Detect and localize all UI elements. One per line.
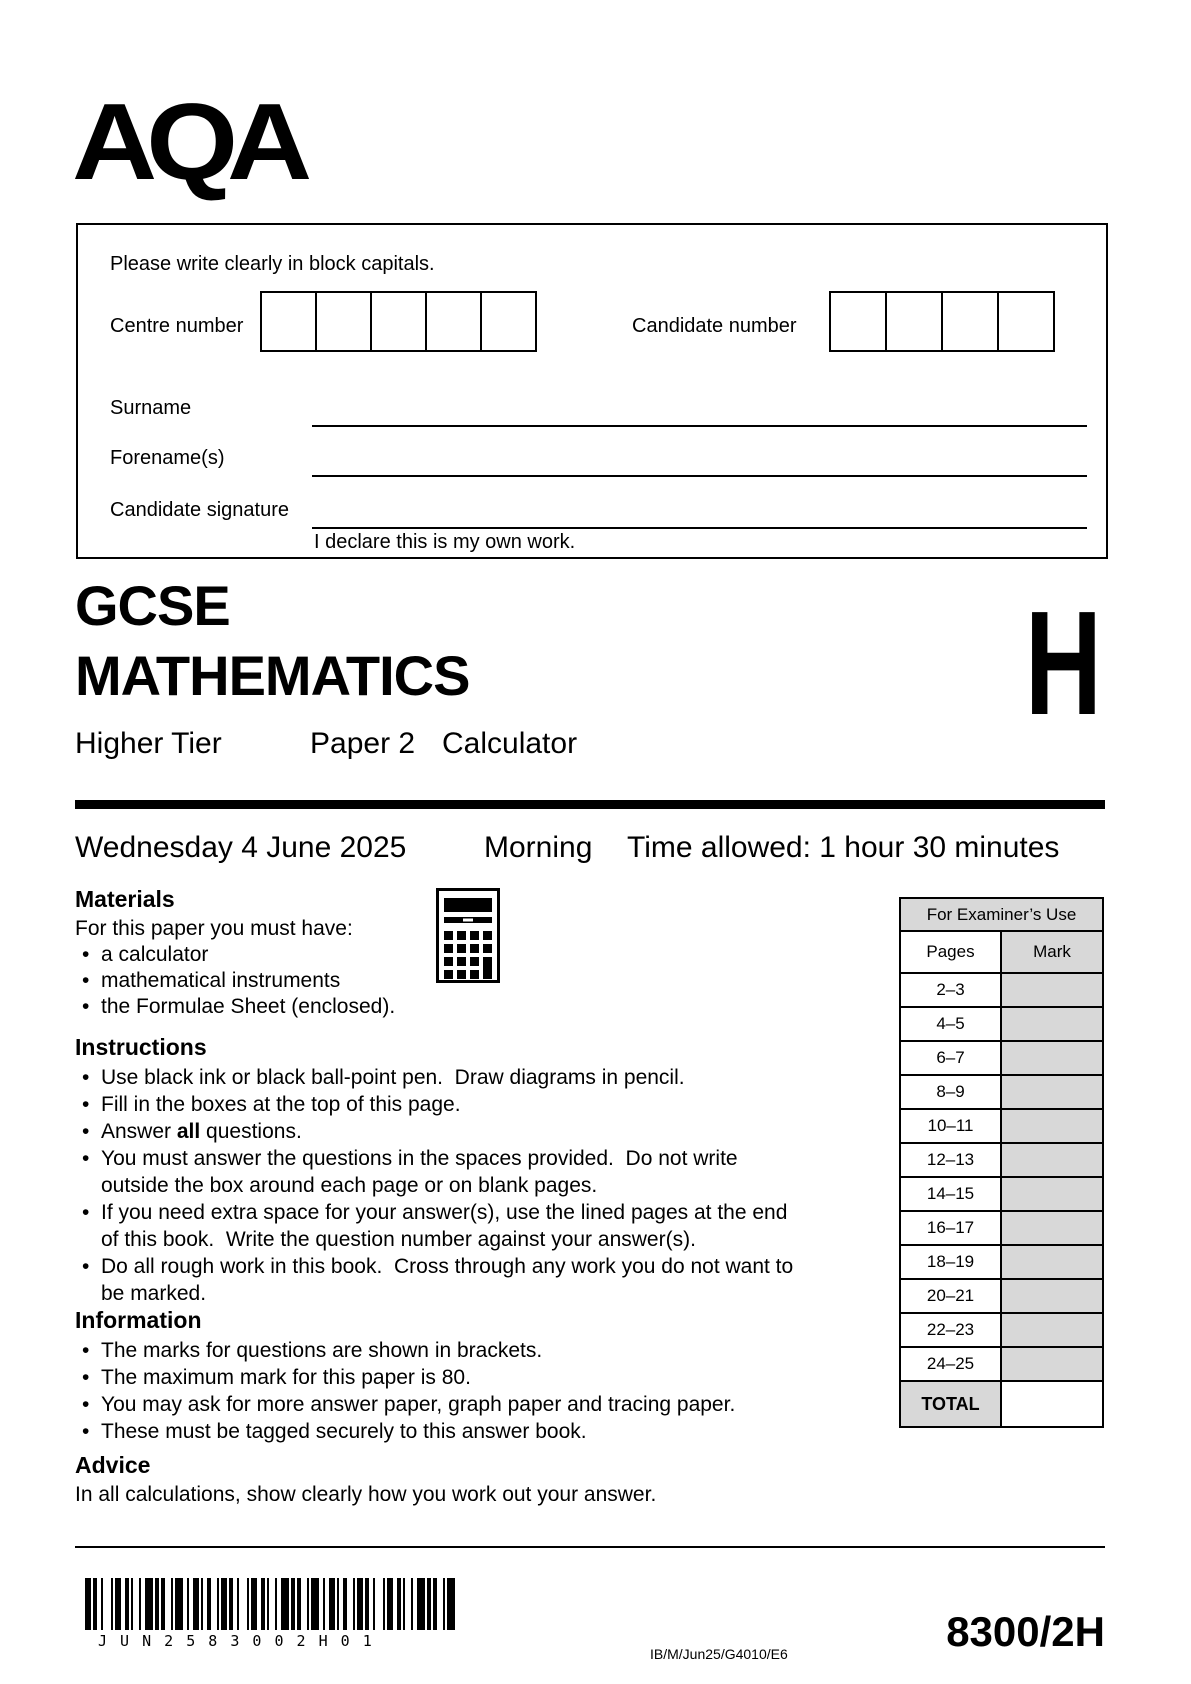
instruction-item: • If you need extra space for your answer(s), use the lined pages at the end of this book. Write the question number against your answer(s). xyxy=(75,1199,905,1253)
examiner-table-row: 24–25 xyxy=(900,1347,1103,1381)
centre-number-boxes xyxy=(260,291,537,352)
mark-column-header: Mark xyxy=(1001,931,1103,973)
instruction-item: • You must answer the questions in the spaces provided. Do not write outside the box around each page or on blank pages. xyxy=(75,1145,905,1199)
advice-heading: Advice xyxy=(75,1452,151,1478)
centre-number-box[interactable] xyxy=(425,291,482,352)
divider-rule xyxy=(75,800,1105,809)
total-mark-cell[interactable] xyxy=(1001,1381,1103,1427)
mark-cell[interactable] xyxy=(1001,1007,1103,1041)
examiner-table-title: For Examiner’s Use xyxy=(900,898,1103,931)
examiner-table-row: 14–15 xyxy=(900,1177,1103,1211)
total-label: TOTAL xyxy=(900,1381,1001,1427)
materials-item: • the Formulae Sheet (enclosed). xyxy=(75,994,415,1020)
mark-cell[interactable] xyxy=(1001,973,1103,1007)
paper-code: 8300/2H xyxy=(946,1608,1105,1655)
exam-date: Wednesday 4 June 2025 xyxy=(75,831,407,864)
information-item: • You may ask for more answer paper, graph paper and tracing paper. xyxy=(75,1391,905,1418)
mark-cell[interactable] xyxy=(1001,1041,1103,1075)
barcode xyxy=(85,1578,457,1630)
tier-label: Higher Tier xyxy=(75,727,222,760)
mark-cell[interactable] xyxy=(1001,1211,1103,1245)
examiner-use-table xyxy=(899,897,1104,1428)
tier-badge: H xyxy=(1025,581,1102,746)
materials-item: • a calculator xyxy=(75,942,415,968)
candidate-details-box xyxy=(76,223,1108,559)
forenames-label: Forename(s) xyxy=(110,447,225,469)
signature-line[interactable] xyxy=(312,487,1087,529)
centre-number-label: Centre number xyxy=(110,315,244,337)
centre-number-box[interactable] xyxy=(315,291,372,352)
barcode-text: J U N 2 5 8 3 0 0 2 H 0 1 xyxy=(98,1632,374,1650)
information-item: • The maximum mark for this paper is 80. xyxy=(75,1364,905,1391)
information-section xyxy=(75,1307,905,1445)
materials-heading: Materials xyxy=(75,886,175,912)
instruction-item: • Do all rough work in this book. Cross through any work you do not want to be marked. xyxy=(75,1253,905,1307)
candidate-number-box[interactable] xyxy=(885,291,943,352)
footer-rule xyxy=(75,1546,1105,1548)
mark-cell[interactable] xyxy=(1001,1245,1103,1279)
examiner-table-row: 8–9 xyxy=(900,1075,1103,1109)
materials-section xyxy=(75,886,415,1020)
examiner-table-row: 16–17 xyxy=(900,1211,1103,1245)
centre-number-box[interactable] xyxy=(260,291,317,352)
forenames-line[interactable] xyxy=(312,435,1087,477)
examiner-table-row: 18–19 xyxy=(900,1245,1103,1279)
information-item: • These must be tagged securely to this answer book. xyxy=(75,1418,905,1445)
declaration-text: I declare this is my own work. xyxy=(314,531,576,553)
materials-intro: For this paper you must have: xyxy=(75,917,353,940)
paper-label: Paper 2 xyxy=(310,727,416,760)
subject-title: MATHEMATICS xyxy=(75,644,470,707)
examiner-table-total-row xyxy=(900,1381,1103,1427)
instruction-item: • Fill in the boxes at the top of this page. xyxy=(75,1091,905,1118)
examiner-table-row: 2–3 xyxy=(900,973,1103,1007)
time-allowed: Time allowed: 1 hour 30 minutes xyxy=(627,831,1060,864)
examiner-table-row: 4–5 xyxy=(900,1007,1103,1041)
instruction-item: • Use black ink or black ball-point pen. Draw diagrams in pencil. xyxy=(75,1064,905,1091)
mark-cell[interactable] xyxy=(1001,1279,1103,1313)
calculator-icon xyxy=(436,888,500,983)
calculator-label: Calculator xyxy=(442,727,578,760)
mark-cell[interactable] xyxy=(1001,1109,1103,1143)
candidate-number-box[interactable] xyxy=(997,291,1055,352)
surname-line[interactable] xyxy=(312,385,1087,427)
instruction-item: • Answer all questions. xyxy=(75,1118,905,1145)
information-heading: Information xyxy=(75,1307,202,1333)
pages-column-header: Pages xyxy=(900,931,1001,973)
mark-cell[interactable] xyxy=(1001,1177,1103,1211)
centre-number-box[interactable] xyxy=(480,291,537,352)
block-capitals-instruction: Please write clearly in block capitals. xyxy=(110,253,435,275)
exam-time-of-day: Morning xyxy=(484,831,593,864)
examiner-table-row: 22–23 xyxy=(900,1313,1103,1347)
mark-cell[interactable] xyxy=(1001,1313,1103,1347)
candidate-number-box[interactable] xyxy=(941,291,999,352)
centre-number-box[interactable] xyxy=(370,291,427,352)
qualification-title: GCSE xyxy=(75,574,230,637)
aqa-logo: AQA xyxy=(72,81,302,203)
information-item: • The marks for questions are shown in brackets. xyxy=(75,1337,905,1364)
surname-label: Surname xyxy=(110,397,192,419)
materials-item: • mathematical instruments xyxy=(75,968,415,994)
instructions-section xyxy=(75,1034,905,1307)
candidate-number-label: Candidate number xyxy=(632,315,797,337)
candidate-number-boxes xyxy=(829,291,1055,352)
paper-reference: IB/M/Jun25/G4010/E6 xyxy=(650,1646,788,1662)
advice-text: In all calculations, show clearly how you work out your answer. xyxy=(75,1483,657,1506)
mark-cell[interactable] xyxy=(1001,1075,1103,1109)
mark-cell[interactable] xyxy=(1001,1143,1103,1177)
examiner-table-row: 6–7 xyxy=(900,1041,1103,1075)
examiner-table-row: 10–11 xyxy=(900,1109,1103,1143)
instructions-heading: Instructions xyxy=(75,1034,207,1060)
examiner-table-row: 20–21 xyxy=(900,1279,1103,1313)
signature-label: Candidate signature xyxy=(110,499,290,521)
candidate-number-box[interactable] xyxy=(829,291,887,352)
examiner-table-row: 12–13 xyxy=(900,1143,1103,1177)
mark-cell[interactable] xyxy=(1001,1347,1103,1381)
advice-section xyxy=(75,1452,905,1508)
